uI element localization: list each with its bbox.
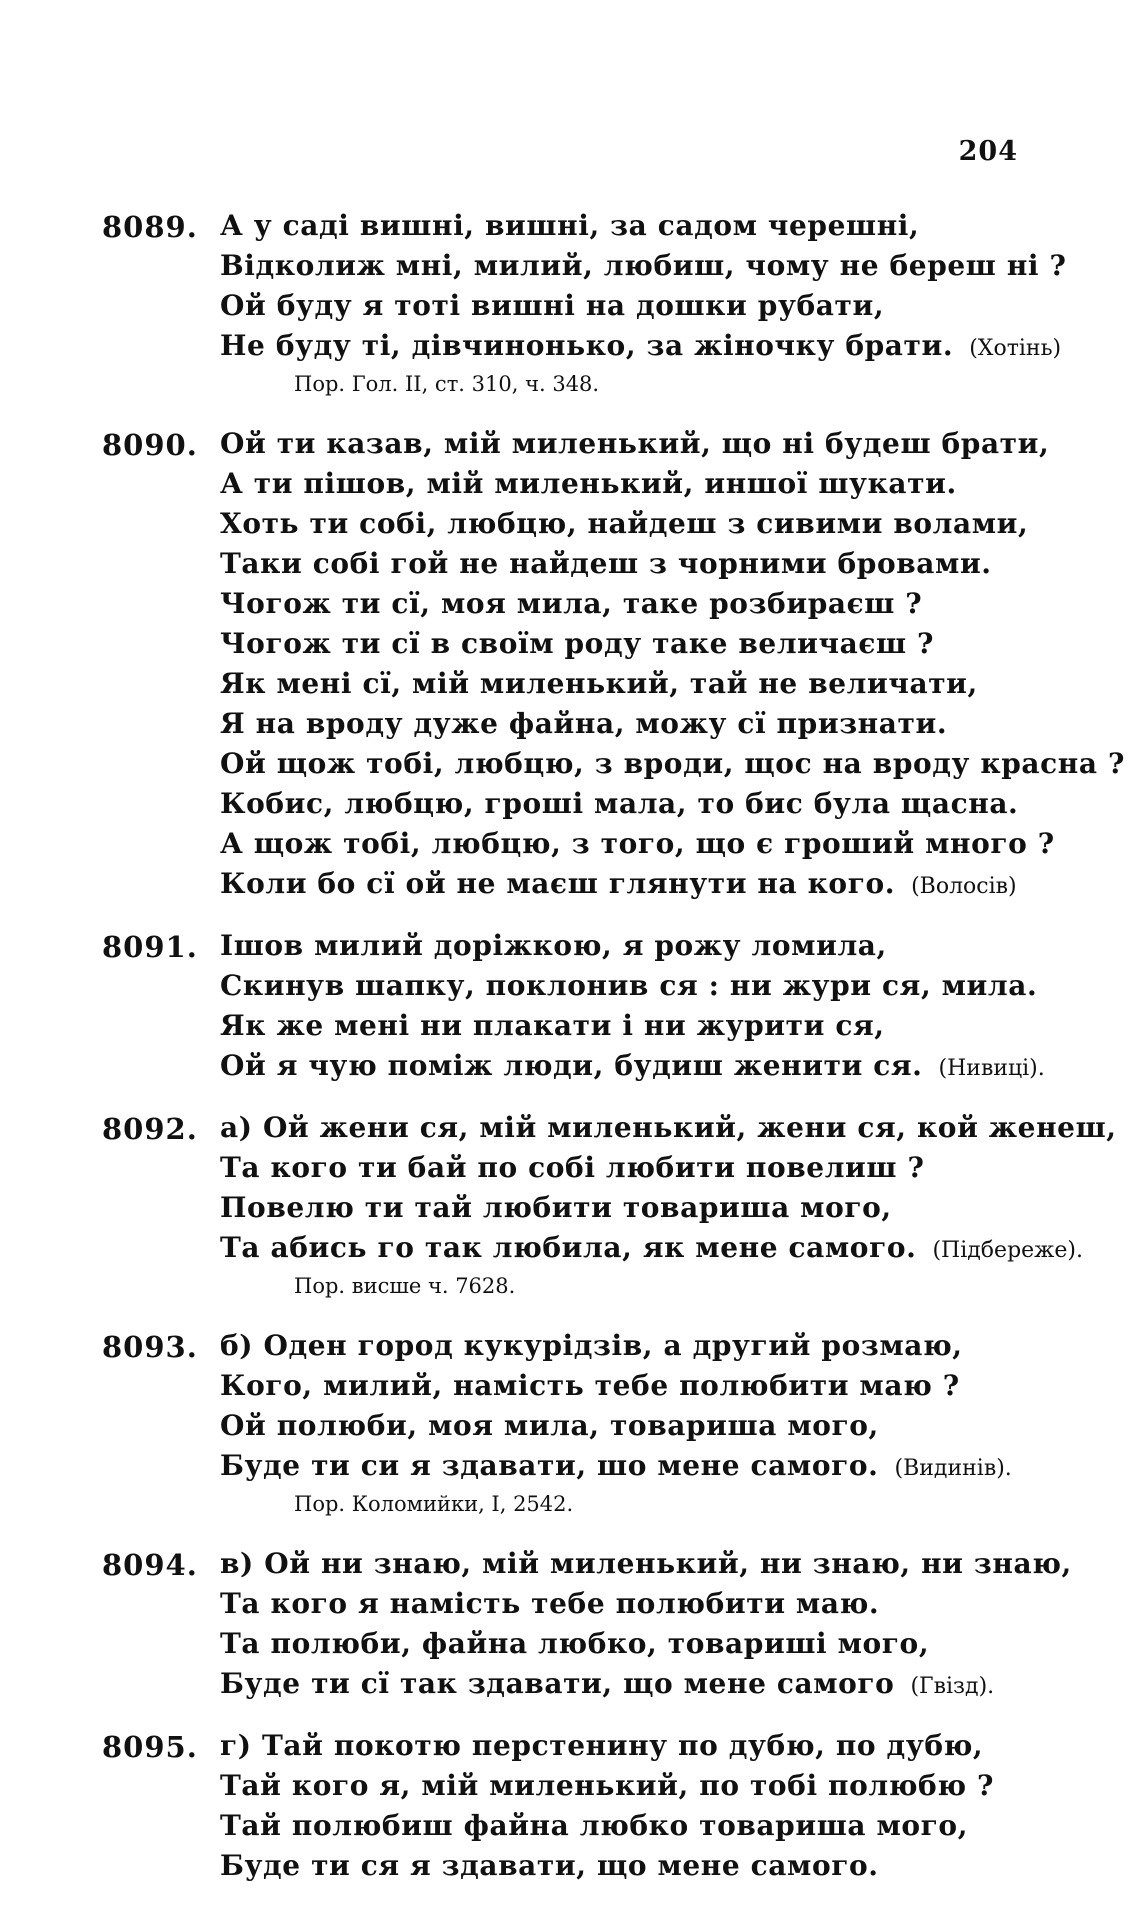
song-entries (0, 206, 1140, 1908)
verse-line: А у саді вишні, вишні, за садом черешні, (220, 209, 920, 242)
verse-line: Чогож ти сї, моя мила, таке розбираєш ? (220, 587, 923, 620)
entry-number: 8091. (102, 930, 198, 964)
song-entry-8094 (0, 1544, 1140, 1704)
verse-line: Чогож ти сї в своїм роду таке величаєш ? (220, 627, 935, 660)
verse-line: Скинув шапку, поклонив ся : ни жури ся, мила. (220, 969, 1038, 1002)
song-entry-8091 (0, 926, 1140, 1086)
verse-block (220, 206, 1140, 402)
verse-line (220, 326, 1140, 366)
source-village: (Хотінь) (969, 336, 1062, 361)
verse-block (220, 1326, 1140, 1522)
verse-line: Ой щож тобі, любцю, з вроди, щос на вроду красна ? (220, 747, 1125, 780)
verse-block (220, 424, 1140, 904)
verse-line (220, 1228, 1140, 1268)
verse-line: Ой ти казав, мій миленький, що ні будеш брати, (220, 427, 1050, 460)
verse-line: Ішов милий доріжкою, я рожу ломила, (220, 929, 887, 962)
verse-line: Кого, милий, намість тебе полюбити маю ? (220, 1369, 960, 1402)
verse-text: Не буду ті, дівчинонько, за жіночку брати. (220, 329, 954, 362)
verse-line: Як мені сї, мій миленький, тай не величати, (220, 667, 978, 700)
verse-line: Та кого ти бай по собі любити повелиш ? (220, 1151, 925, 1184)
cross-reference: Пор. Гол. II, ст. 310, ч. 348. (294, 372, 600, 396)
verse-line: Повелю ти тай любити товариша мого, (220, 1191, 892, 1224)
verse-text: Буде ти си я здавати, шо мене самого. (220, 1449, 879, 1482)
verse-line: б) Оден город кукурідзів, а другий розмаю, (220, 1329, 963, 1362)
verse-text: Буде ти сї так здавати, що мене самого (220, 1667, 895, 1700)
verse-line: а) Ой жени ся, мій миленький, жени ся, кой женеш, (220, 1111, 1117, 1144)
source-village: (Підбереже). (932, 1238, 1084, 1263)
entry-number: 8095. (102, 1730, 198, 1764)
source-village: (Волосів) (911, 874, 1017, 899)
song-entry-8089 (0, 206, 1140, 402)
verse-line: Ой полюби, моя мила, товариша мого, (220, 1409, 879, 1442)
page-number: 204 (958, 136, 1018, 167)
verse-line: Тай полюбиш файна любко товариша мого, (220, 1809, 969, 1842)
verse-line (220, 1664, 1140, 1704)
verse-block (220, 926, 1140, 1086)
entry-number: 8089. (102, 210, 198, 244)
verse-text: Коли бо сї ой не маєш глянути на кого. (220, 867, 896, 900)
verse-line: Та полюби, файна любко, товариші мого, (220, 1627, 930, 1660)
entry-number: 8092. (102, 1112, 198, 1146)
verse-block (220, 1544, 1140, 1704)
verse-line: Та кого я намість тебе полюбити маю. (220, 1587, 880, 1620)
entry-number: 8093. (102, 1330, 198, 1364)
verse-line: Таки собі гой не найдеш з чорними бровами. (220, 547, 992, 580)
verse-line: Тай кого я, мій миленький, по тобі полюбю ? (220, 1769, 994, 1802)
song-entry-8092 (0, 1108, 1140, 1304)
entry-number: 8094. (102, 1548, 198, 1582)
verse-line: А ти пішов, мій миленький, иншої шукати. (220, 467, 957, 500)
verse-line (220, 1046, 1140, 1086)
verse-line: А щож тобі, любцю, з того, що є гроший много ? (220, 827, 1055, 860)
verse-line: Буде ти ся я здавати, що мене самого. (220, 1849, 879, 1882)
verse-line: Хоть ти собі, любцю, найдеш з сивими волами, (220, 507, 1029, 540)
verse-line: г) Тай покотю перстенину по дубю, по дубю, (220, 1729, 984, 1762)
entry-number: 8090. (102, 428, 198, 462)
song-entry-8090 (0, 424, 1140, 904)
verse-text: Ой я чую поміж люди, будиш женити ся. (220, 1049, 923, 1082)
verse-line: Кобис, любцю, гроші мала, то бис була щасна. (220, 787, 1019, 820)
verse-line (220, 864, 1140, 904)
source-village: (Гвізд). (910, 1674, 995, 1699)
verse-line: Ой буду я тоті вишні на дошки рубати, (220, 289, 885, 322)
verse-line: Я на вроду дуже файна, можу сї признати. (220, 707, 948, 740)
cross-reference: Пор. висше ч. 7628. (294, 1274, 516, 1298)
verse-block (220, 1108, 1140, 1304)
verse-line: Відколиж мні, милий, любиш, чому не береш ні ? (220, 249, 1067, 282)
source-village: (Видинів). (894, 1456, 1012, 1481)
verse-line: в) Ой ни знаю, мій миленький, ни знаю, ни знаю, (220, 1547, 1072, 1580)
verse-line (220, 1446, 1140, 1486)
verse-text: Та абись го так любила, як мене самого. (220, 1231, 917, 1264)
song-entry-8095 (0, 1726, 1140, 1886)
song-entry-8093 (0, 1326, 1140, 1522)
source-village: (Нивиці). (938, 1056, 1045, 1081)
verse-line: Як же мені ни плакати і ни журити ся, (220, 1009, 885, 1042)
verse-block (220, 1726, 1140, 1886)
cross-reference: Пор. Коломийки, I, 2542. (294, 1492, 574, 1516)
